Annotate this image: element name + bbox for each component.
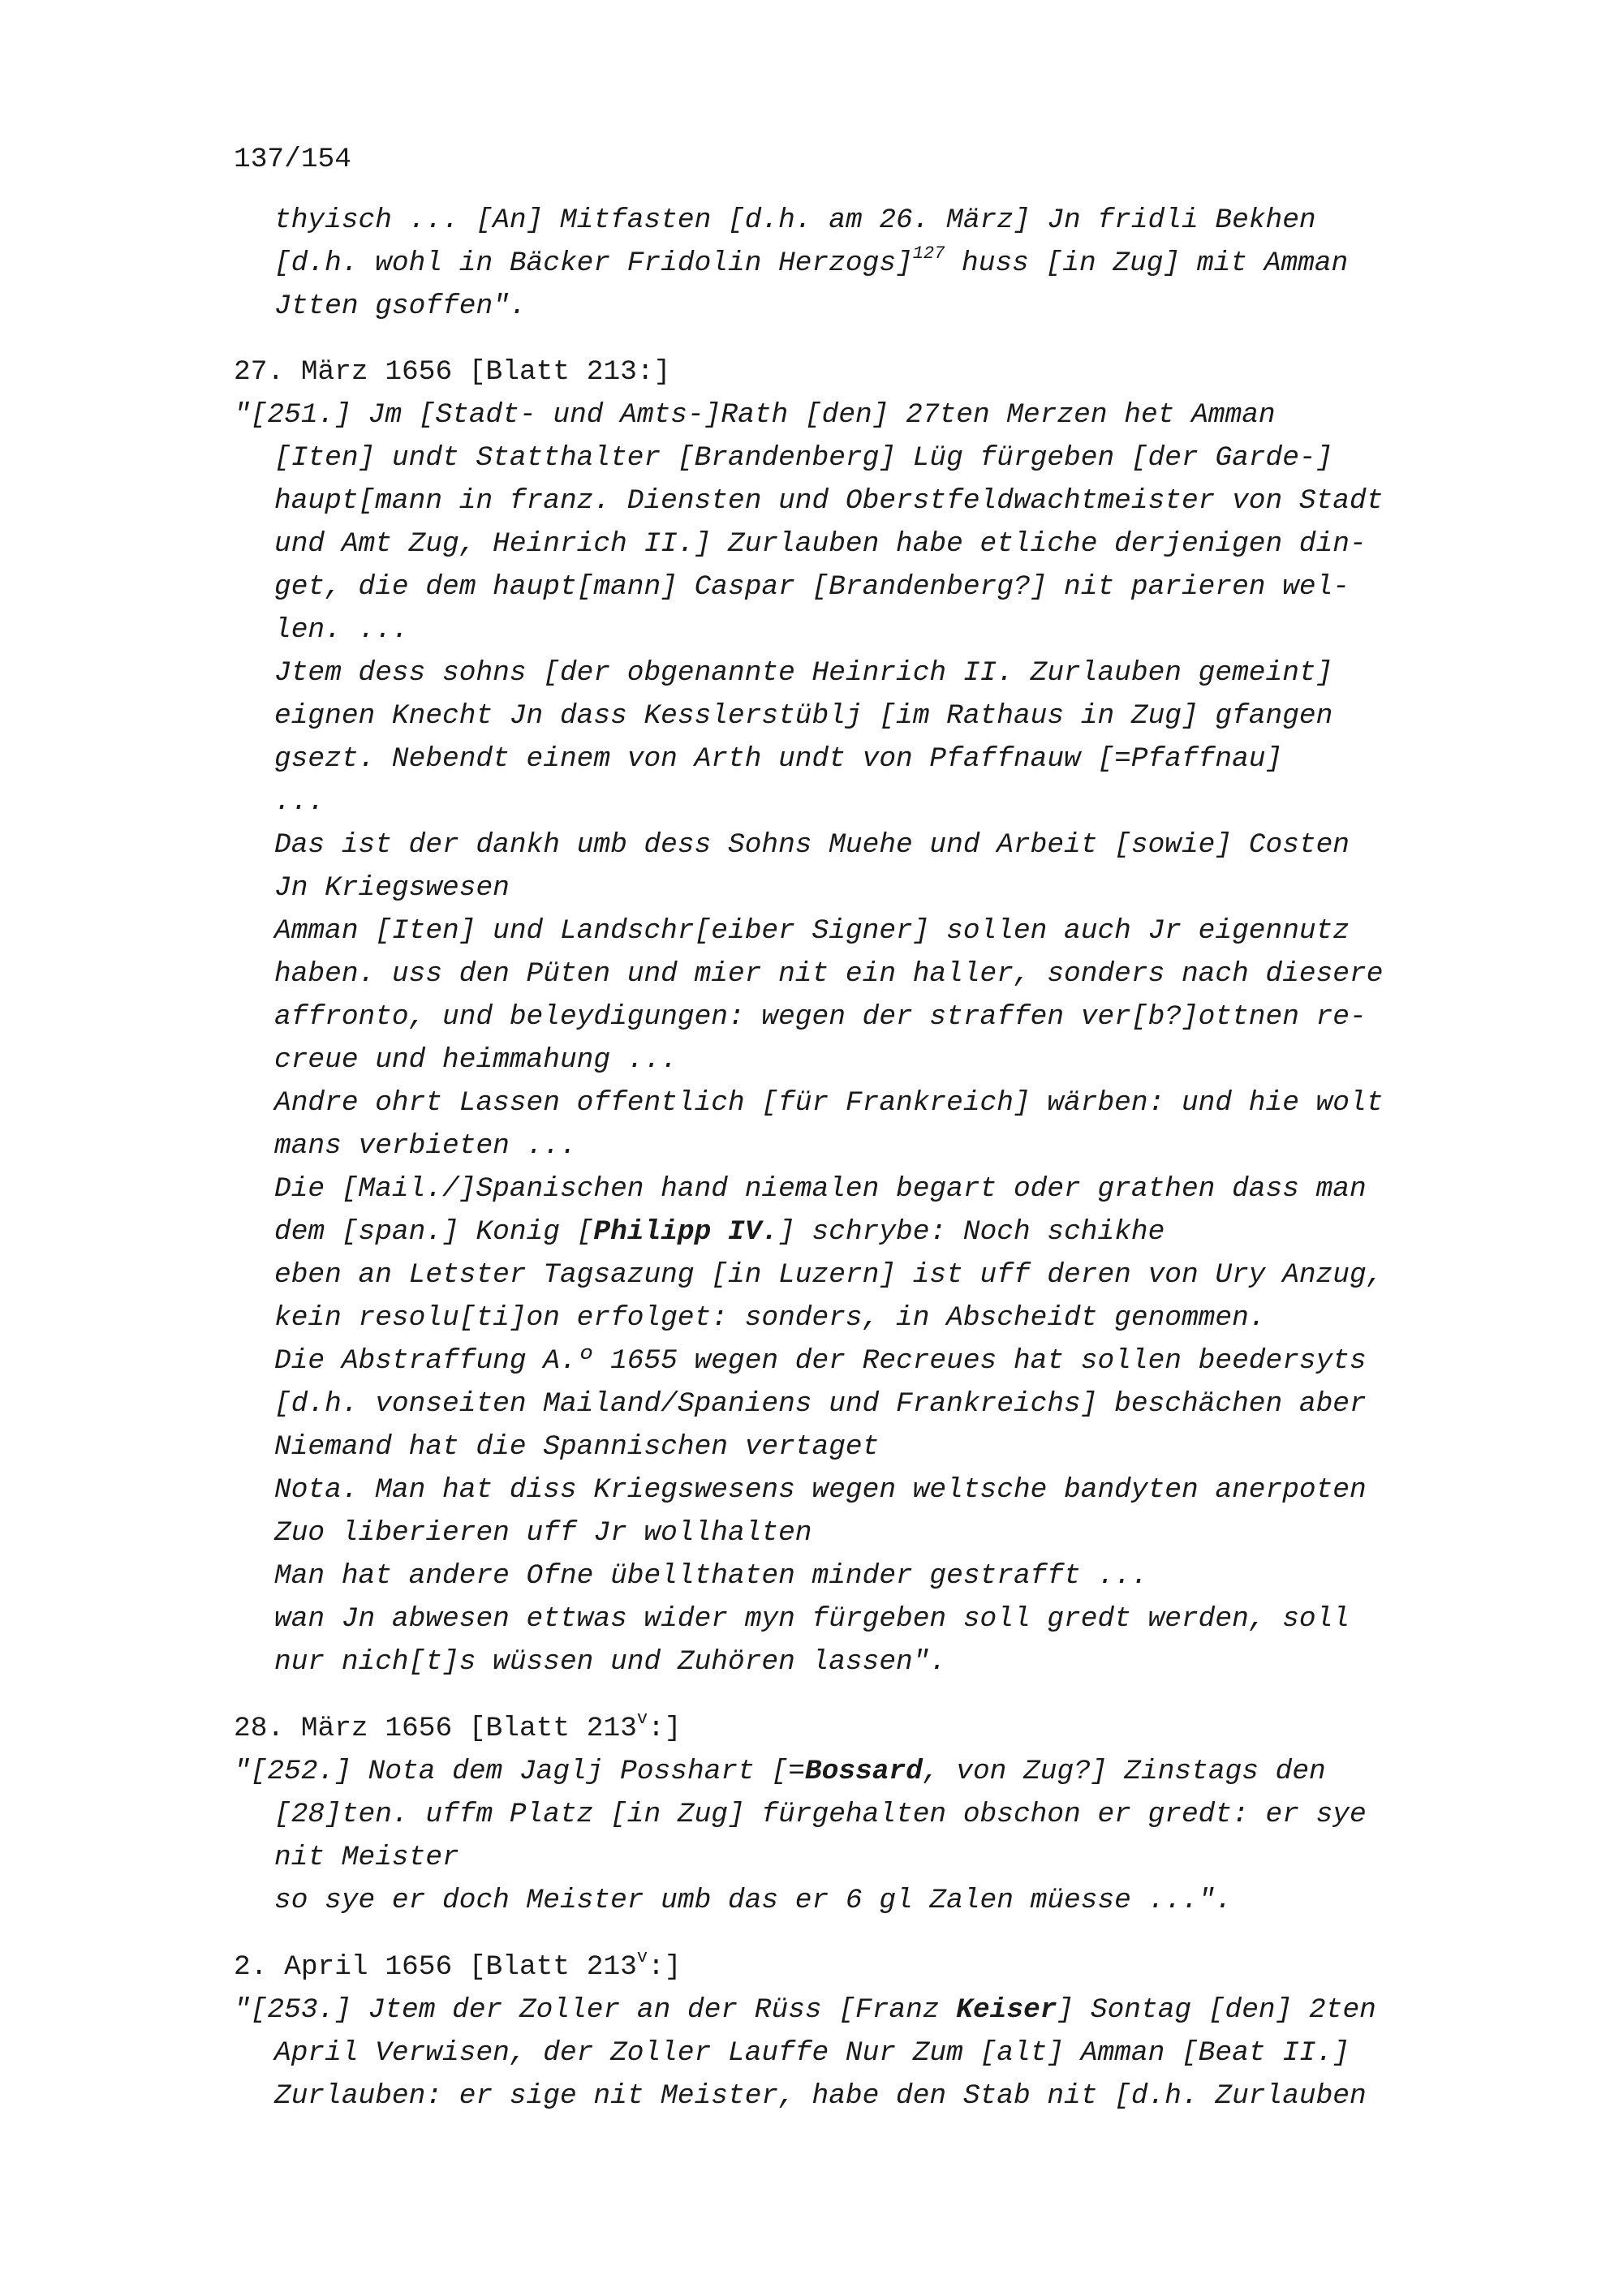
text-line: thyisch ... [An] Mitfasten [d.h. am 26. März] Jn fridli Bekhen (274, 204, 1316, 236)
text-line: dem [span.] Konig [Philipp IV.] schrybe: Noch schikhe (274, 1216, 1165, 1248)
text-line: [Iten] undt Statthalter [Brandenberg] Lüg fürgeben [der Garde-] (274, 442, 1333, 474)
text-line: April Verwisen, der Zoller Lauffe Nur Zum [alt] Amman [Beat II.] (274, 2037, 1350, 2069)
text-line: wan Jn abwesen ettwas wider myn fürgeben soll gredt werden, soll (274, 1603, 1350, 1635)
text-line: und Amt Zug, Heinrich II.] Zurlauben habe etliche derjenigen din- (274, 528, 1367, 560)
text-line: Zurlauben: er sige nit Meister, habe den Stab nit [d.h. Zurlauben (274, 2080, 1367, 2112)
text-line: len. ... (274, 614, 409, 646)
text-line: Nota. Man hat diss Kriegswesens wegen weltsche bandyten anerpoten (274, 1474, 1367, 1506)
superscript: v (636, 1709, 648, 1729)
text-line: Zuo liberieren uff Jr wollhalten (274, 1517, 812, 1549)
text-line: Andre ohrt Lassen offentlich [für Frankreich] wärben: und hie wolt (274, 1087, 1384, 1119)
text-line: get, die dem haupt[mann] Caspar [Brandenberg?] nit parieren wel- (274, 571, 1350, 603)
entry-date-line: 28. März 1656 [Blatt 213$^v$:] (234, 1709, 682, 1744)
superscript: v (636, 1947, 648, 1967)
text-line: so sye er doch Meister umb das er 6 gl Zalen müesse ...". (274, 1885, 1233, 1916)
text-line: "[251.] Jm [Stadt- und Amts-]Rath [den] 27ten Merzen het Amman (234, 399, 1276, 431)
text-line: Die Abstraffung A.º 1655 wegen der Recreues hat sollen beedersyts (274, 1345, 1367, 1377)
text-line: nit Meister (274, 1842, 459, 1873)
entry-date-line: 2. April 1656 [Blatt 213$^v$:] (234, 1947, 682, 1983)
text-line: Jtem dess sohns [der obgenannte Heinrich II. Zurlauben gemeint] (274, 657, 1333, 689)
text-line: affronto, und beleydigungen: wegen der straffen ver[b?]ottnen re- (274, 1001, 1367, 1033)
bold-name: Philipp IV. (593, 1216, 779, 1248)
text-line: nur nich[t]s wüssen und Zuhören lassen". (274, 1646, 947, 1678)
text-line: eignen Knecht Jn dass Kesslerstüblj [im Rathaus in Zug] gfangen (274, 700, 1333, 732)
page-number: 137/154 (234, 144, 351, 175)
text-line: gsezt. Nebendt einem von Arth undt von Pfaffnauw [=Pfaffnau] (274, 743, 1283, 775)
text-line: Niemand hat die Spannischen vertaget (274, 1431, 880, 1463)
superscript: 127 (912, 243, 945, 264)
bold-name: Bossard (804, 1756, 923, 1787)
text-line: "[253.] Jtem der Zoller an der Rüss [Franz Keiser] Sontag [den] 2ten (234, 1994, 1376, 2026)
text-line: kein resolu[ti]on erfolget: sonders, in Abscheidt genommen. (274, 1302, 1266, 1334)
text-line: haupt[mann in franz. Diensten und Oberstfeldwachtmeister von Stadt (274, 485, 1384, 517)
text-line: Die [Mail./]Spanischen hand niemalen begart oder grathen dass man (274, 1173, 1367, 1205)
text-line: Jtten gsoffen". (274, 290, 527, 322)
text-line: Amman [Iten] und Landschr[eiber Signer] sollen auch Jr eigennutz (274, 915, 1350, 947)
text-line: creue und heimmahung ... (274, 1044, 678, 1076)
text-line: eben an Letster Tagsazung [in Luzern] ist uff deren von Ury Anzug, (274, 1259, 1384, 1291)
text-line: [d.h. wohl in Bäcker Fridolin Herzogs]$^{127}$ huss [in Zug] mit Amman (274, 243, 1349, 279)
text-line: Man hat andere Ofne übellthaten minder gestrafft ... (274, 1560, 1148, 1592)
text-line: Jn Kriegswesen (274, 872, 510, 904)
text-line: haben. uss den Püten und mier nit ein haller, sonders nach diesere (274, 958, 1384, 990)
bold-name: Keiser (956, 1994, 1057, 2026)
text-line: Das ist der dankh umb dess Sohns Muehe und Arbeit [sowie] Costen (274, 829, 1350, 861)
text-line: ... (274, 786, 325, 818)
text-line: [28]ten. uffm Platz [in Zug] fürgehalten obschon er gredt: er sye (274, 1799, 1367, 1830)
text-line: mans verbieten ... (274, 1130, 577, 1162)
entry-date-line: 27. März 1656 [Blatt 213:] (234, 356, 671, 388)
text-line: "[252.] Nota dem Jaglj Posshart [=Bossard, von Zug?] Zinstags den (234, 1756, 1326, 1787)
text-line: [d.h. vonseiten Mailand/Spaniens und Frankreichs] beschächen aber (274, 1388, 1367, 1420)
